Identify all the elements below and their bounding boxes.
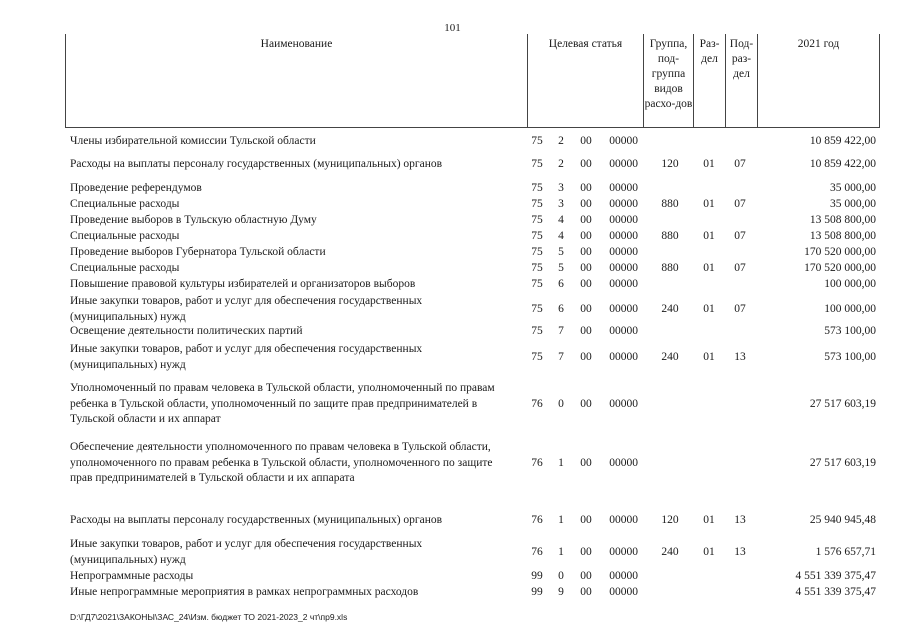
target-code-3: 00 xyxy=(580,457,592,469)
target-code-1: 75 xyxy=(531,230,543,242)
target-code-1: 75 xyxy=(531,262,543,274)
row-name: Специальные расходы xyxy=(70,230,180,242)
target-code-1: 76 xyxy=(531,546,543,558)
expense-group: 880 xyxy=(661,262,679,274)
expense-group: 120 xyxy=(661,514,679,526)
target-code-1: 76 xyxy=(531,514,543,526)
target-code-4: 00000 xyxy=(609,262,638,274)
amount-2021: 35 000,00 xyxy=(830,198,876,210)
target-code-4: 00000 xyxy=(609,303,638,315)
target-code-4: 00000 xyxy=(609,246,638,258)
amount-2021: 25 940 945,48 xyxy=(809,514,876,526)
target-code-1: 75 xyxy=(531,158,543,170)
amount-2021: 13 508 800,00 xyxy=(809,214,876,226)
header-target-cell xyxy=(527,34,643,128)
target-code-3: 00 xyxy=(580,214,592,226)
amount-2021: 100 000,00 xyxy=(824,278,876,290)
target-code-2: 7 xyxy=(558,351,564,363)
target-code-2: 6 xyxy=(558,278,564,290)
target-code-4: 00000 xyxy=(609,230,638,242)
header-group-cell xyxy=(643,34,693,128)
target-code-1: 99 xyxy=(531,570,543,582)
subsection-code: 07 xyxy=(734,262,746,274)
target-code-1: 75 xyxy=(531,303,543,315)
target-code-3: 00 xyxy=(580,546,592,558)
target-code-2: 5 xyxy=(558,262,564,274)
target-code-1: 75 xyxy=(531,278,543,290)
amount-2021: 4 551 339 375,47 xyxy=(795,586,876,598)
target-code-4: 00000 xyxy=(609,158,638,170)
target-code-1: 75 xyxy=(531,246,543,258)
target-code-2: 6 xyxy=(558,303,564,315)
target-code-1: 76 xyxy=(531,398,543,410)
target-code-1: 75 xyxy=(531,214,543,226)
target-code-1: 75 xyxy=(531,198,543,210)
row-name: Проведение выборов Губернатора Тульской области xyxy=(70,246,326,258)
target-code-2: 0 xyxy=(558,570,564,582)
header-name-cell xyxy=(65,34,527,128)
target-code-3: 00 xyxy=(580,303,592,315)
target-code-2: 7 xyxy=(558,325,564,337)
header-year: 2021 год xyxy=(797,38,840,50)
target-code-4: 00000 xyxy=(609,514,638,526)
target-code-2: 9 xyxy=(558,586,564,598)
target-code-3: 00 xyxy=(580,325,592,337)
row-name: Иные непрограммные мероприятия в рамках непрограммных расходов xyxy=(70,586,419,598)
expense-group: 880 xyxy=(661,230,679,242)
subsection-code: 13 xyxy=(734,546,746,558)
row-name: Специальные расходы xyxy=(70,198,180,210)
amount-2021: 100 000,00 xyxy=(824,303,876,315)
row-name: Проведение выборов в Тульскую областную Думу xyxy=(70,214,317,226)
header-section: Раз-дел xyxy=(699,38,720,65)
amount-2021: 27 517 603,19 xyxy=(809,398,876,410)
target-code-2: 2 xyxy=(558,158,564,170)
target-code-3: 00 xyxy=(580,246,592,258)
target-code-4: 00000 xyxy=(609,198,638,210)
target-code-4: 00000 xyxy=(609,457,638,469)
row-name: Проведение референдумов xyxy=(70,182,202,194)
target-code-3: 00 xyxy=(580,230,592,242)
amount-2021: 1 576 657,71 xyxy=(815,546,876,558)
subsection-code: 07 xyxy=(734,198,746,210)
target-code-2: 0 xyxy=(558,398,564,410)
row-name: Специальные расходы xyxy=(70,262,180,274)
row-name: Иные закупки товаров, работ и услуг для обеспечения государственных (муниципальных) нужд xyxy=(70,538,423,566)
expense-group: 880 xyxy=(661,198,679,210)
target-code-2: 1 xyxy=(558,457,564,469)
header-name: Наименование xyxy=(260,38,333,50)
header-subsection-cell xyxy=(725,34,757,128)
section-code: 01 xyxy=(703,230,715,242)
section-code: 01 xyxy=(703,546,715,558)
target-code-3: 00 xyxy=(580,586,592,598)
amount-2021: 27 517 603,19 xyxy=(809,457,876,469)
header-group: Группа, под-группа видов расхо-дов xyxy=(644,38,693,110)
section-code: 01 xyxy=(703,351,715,363)
footer-file-path: D:\ГД7\2021\ЗАКОНЫ\ЗАС_24\Изм. бюджет ТО 2021-2023_2 чт\пр9.xls xyxy=(70,612,348,622)
section-code: 01 xyxy=(703,514,715,526)
subsection-code: 13 xyxy=(734,514,746,526)
section-code: 01 xyxy=(703,158,715,170)
amount-2021: 10 859 422,00 xyxy=(809,158,876,170)
subsection-code: 13 xyxy=(734,351,746,363)
target-code-2: 1 xyxy=(558,546,564,558)
target-code-3: 00 xyxy=(580,570,592,582)
amount-2021: 10 859 422,00 xyxy=(809,135,876,147)
target-code-3: 00 xyxy=(580,198,592,210)
target-code-4: 00000 xyxy=(609,325,638,337)
target-code-3: 00 xyxy=(580,351,592,363)
row-name: Обеспечение деятельности уполномоченного по правам человека в Тульской области, уполномоченного по правам ребенка в Тульской области, уполномоченного по защите прав предпринимателей в Тульской области и их аппарата xyxy=(70,441,493,484)
section-code: 01 xyxy=(703,262,715,274)
row-name: Повышение правовой культуры избирателей и организаторов выборов xyxy=(70,278,416,290)
target-code-3: 00 xyxy=(580,398,592,410)
amount-2021: 170 520 000,00 xyxy=(804,262,876,274)
subsection-code: 07 xyxy=(734,230,746,242)
target-code-1: 75 xyxy=(531,182,543,194)
row-name: Члены избирательной комиссии Тульской области xyxy=(70,135,316,147)
page-number: 101 xyxy=(444,22,461,34)
row-name: Расходы на выплаты персоналу государственных (муниципальных) органов xyxy=(70,158,443,170)
amount-2021: 170 520 000,00 xyxy=(804,246,876,258)
target-code-2: 4 xyxy=(558,230,564,242)
target-code-4: 00000 xyxy=(609,214,638,226)
target-code-1: 99 xyxy=(531,586,543,598)
expense-group: 120 xyxy=(661,158,679,170)
row-name: Непрограммные расходы xyxy=(70,570,194,582)
target-code-3: 00 xyxy=(580,182,592,194)
target-code-4: 00000 xyxy=(609,278,638,290)
amount-2021: 4 551 339 375,47 xyxy=(795,570,876,582)
row-name: Иные закупки товаров, работ и услуг для обеспечения государственных (муниципальных) нужд xyxy=(70,343,423,371)
subsection-code: 07 xyxy=(734,303,746,315)
target-code-4: 00000 xyxy=(609,586,638,598)
amount-2021: 13 508 800,00 xyxy=(809,230,876,242)
expense-group: 240 xyxy=(661,546,679,558)
amount-2021: 573 100,00 xyxy=(824,351,876,363)
amount-2021: 35 000,00 xyxy=(830,182,876,194)
header-subsection: Под-раз-дел xyxy=(729,38,754,80)
subsection-code: 07 xyxy=(734,158,746,170)
target-code-3: 00 xyxy=(580,158,592,170)
target-code-1: 75 xyxy=(531,135,543,147)
target-code-1: 75 xyxy=(531,351,543,363)
target-code-1: 76 xyxy=(531,457,543,469)
header-year-cell xyxy=(757,34,880,128)
target-code-4: 00000 xyxy=(609,182,638,194)
target-code-1: 75 xyxy=(531,325,543,337)
amount-2021: 573 100,00 xyxy=(824,325,876,337)
header-target: Целевая статья xyxy=(548,38,623,50)
target-code-2: 3 xyxy=(558,182,564,194)
target-code-3: 00 xyxy=(580,135,592,147)
section-code: 01 xyxy=(703,198,715,210)
expense-group: 240 xyxy=(661,303,679,315)
target-code-2: 5 xyxy=(558,246,564,258)
header-section-cell xyxy=(693,34,725,128)
expense-group: 240 xyxy=(661,351,679,363)
target-code-4: 00000 xyxy=(609,546,638,558)
row-name: Освещение деятельности политических партий xyxy=(70,325,303,337)
target-code-2: 3 xyxy=(558,198,564,210)
target-code-4: 00000 xyxy=(609,351,638,363)
target-code-2: 4 xyxy=(558,214,564,226)
target-code-3: 00 xyxy=(580,278,592,290)
target-code-4: 00000 xyxy=(609,398,638,410)
target-code-4: 00000 xyxy=(609,135,638,147)
row-name: Расходы на выплаты персоналу государственных (муниципальных) органов xyxy=(70,514,443,526)
row-name: Уполномоченный по правам человека в Тульской области, уполномоченный по правам ребенка в Тульской области, уполномоченный по защите прав предпринимателей в Тульской области и их аппарат xyxy=(70,382,495,425)
target-code-3: 00 xyxy=(580,262,592,274)
section-code: 01 xyxy=(703,303,715,315)
target-code-3: 00 xyxy=(580,514,592,526)
target-code-2: 1 xyxy=(558,514,564,526)
target-code-4: 00000 xyxy=(609,570,638,582)
target-code-2: 2 xyxy=(558,135,564,147)
row-name: Иные закупки товаров, работ и услуг для обеспечения государственных (муниципальных) нужд xyxy=(70,295,423,323)
